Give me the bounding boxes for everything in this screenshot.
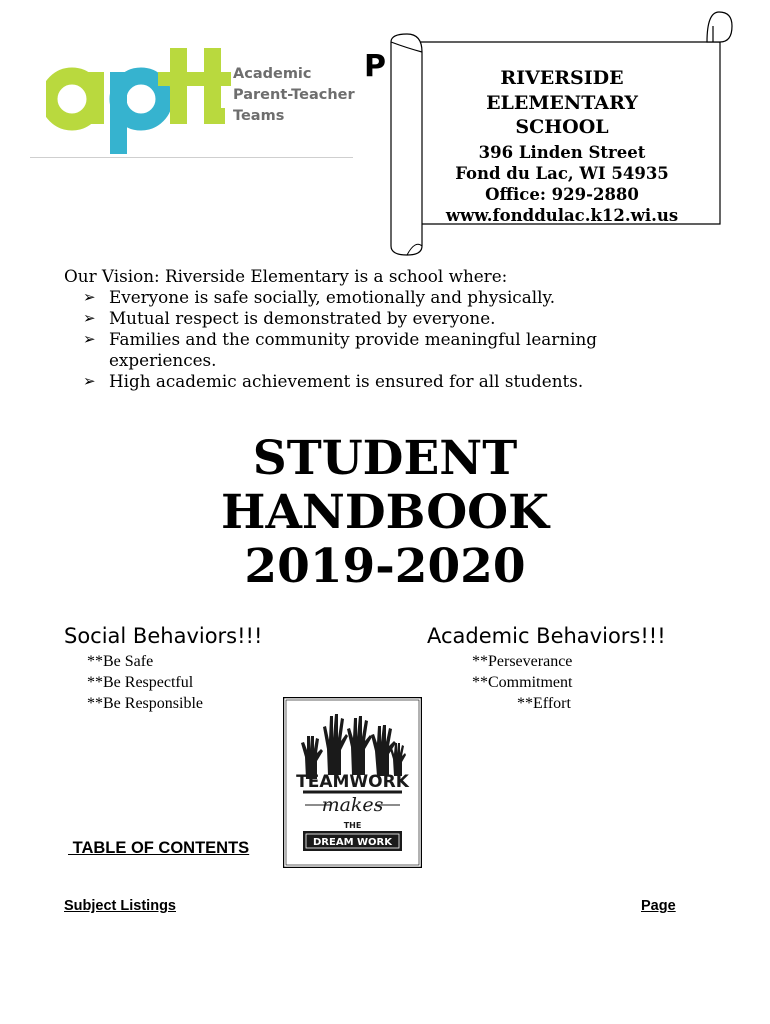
poster-line-3: THE [343,821,362,830]
social-behaviors-heading: Social Behaviors!!! [64,624,263,648]
school-name-line: RIVERSIDE [500,67,624,89]
logo-divider [30,157,353,158]
poster-line-4: DREAM WORK [313,837,392,848]
school-city: Fond du Lac, WI 54935 [455,163,669,183]
logo-letter-t [194,48,231,124]
poster-line-2: makes [321,794,384,816]
vision-item-text: Families and the community provide meaningful learning experiences. [109,329,598,370]
list-item: **Be Responsible [87,695,203,712]
toc-subject-label: Subject Listings [64,898,176,914]
list-item: **Commitment [472,674,573,691]
title-line: HANDBOOK [221,485,549,540]
poster-line-1: TEAMWORK [296,772,409,792]
list-item: **Be Safe [87,653,154,670]
page-title [0,432,770,594]
academic-behaviors-list [472,651,572,714]
arrow-bullet-icon: ➢ [83,288,96,306]
vision-item-text: Mutual respect is demonstrated by everyone. [109,308,496,328]
title-line: 2019-2020 [244,539,526,594]
arrow-bullet-icon: ➢ [83,330,96,348]
toc-page-label: Page [641,898,676,914]
list-item [64,371,744,392]
arrow-bullet-icon: ➢ [83,309,96,327]
list-item: **Perseverance [472,653,573,670]
toc-heading: TABLE OF CONTENTS [68,839,250,857]
school-info [432,66,692,226]
list-item [64,287,744,308]
social-behaviors-list [87,651,203,714]
logo-caption-line: Academic [233,66,312,82]
logo-letter-p [110,72,164,154]
logo-letter-a [49,72,104,124]
school-name-line: ELEMENTARY [486,91,638,114]
vision-item-text: Everyone is safe socially, emotionally and physically. [109,287,556,307]
school-name-line: SCHOOL [515,116,609,138]
logo-caption-line: Teams [233,108,285,124]
list-item [64,308,744,329]
logo-caption [233,64,355,127]
arrow-bullet-icon: ➢ [83,372,96,390]
list-item: **Effort [517,695,571,712]
school-office-phone: Office: 929-2880 [485,184,639,204]
title-line: STUDENT [252,431,518,486]
school-street: 396 Linden Street [478,142,646,162]
header-letter: P [364,49,386,84]
list-item: **Be Respectful [87,674,194,691]
list-item [64,329,684,371]
vision-intro: Our Vision: Riverside Elementary is a school where: [64,266,508,286]
logo-caption-line: Parent-Teacher [233,87,355,103]
vision-item-text: High academic achievement is ensured for all students. [109,371,584,391]
school-website: www.fonddulac.k12.wi.us [445,205,679,225]
academic-behaviors-heading: Academic Behaviors!!! [427,624,666,648]
vision-list [64,287,744,392]
teamwork-poster [283,697,422,868]
vision-section [64,266,744,392]
